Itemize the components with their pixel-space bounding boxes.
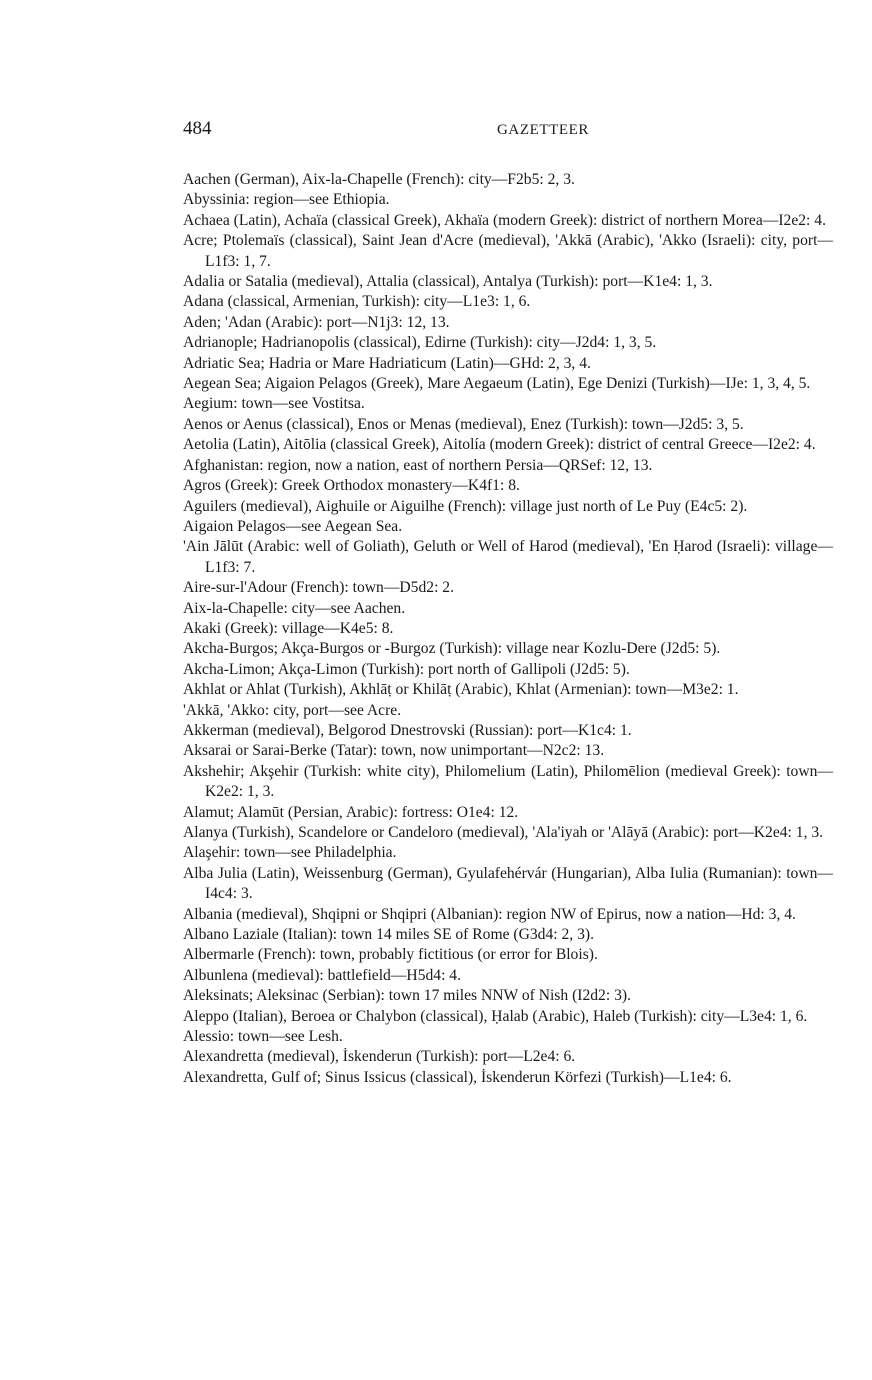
entry-akshehir: Akshehir; Akşehir (Turkish: white city), Philomelium (Latin), Philomēlion (medieval Greek): town—K2e2: 1, 3. — [183, 762, 833, 801]
entry-aetolia: Aetolia (Latin), Aitōlia (classical Greek), Aitolía (modern Greek): district of central Greece—I2e2: 4. — [183, 436, 816, 454]
entry-aigaion-pelagos: Aigaion Pelagos—see Aegean Sea. — [183, 517, 403, 535]
entry-alasehir: Alaşehir: town—see Philadelphia. — [183, 844, 397, 862]
entry-adrianople: Adrianople; Hadrianopolis (classical), Edirne (Turkish): city—J2d4: 1, 3, 5. — [183, 334, 657, 352]
entry-abyssinia: Abyssinia: region—see Ethiopia. — [183, 191, 390, 209]
entry-acre: Acre; Ptolemaïs (classical), Saint Jean d'Acre (medieval), 'Akkā (Arabic), 'Akko (Israeli): city, port—L1f3: 1, 7. — [183, 232, 833, 270]
entry-akhlat: Akhlat or Ahlat (Turkish), Akhlāṭ or Khilāṭ (Arabic), Khlat (Armenian): town—M3e2: 1. — [183, 681, 739, 699]
entry-aleppo: Aleppo (Italian), Beroea or Chalybon (classical), Ḥalab (Arabic), Haleb (Turkish): city—L3e4: 1, 6. — [183, 1007, 808, 1025]
page-header — [183, 116, 833, 142]
entry-alamut: Alamut; Alamūt (Persian, Arabic): fortress: O1e4: 12. — [183, 803, 519, 821]
entry-alba-julia: Alba Julia (Latin), Weissenburg (German), Gyulafehérvár (Hungarian), Alba Iulia (Rumanian): town—I4c4: 3. — [183, 864, 833, 903]
entry-alexandretta-gulf: Alexandretta, Gulf of; Sinus Issicus (classical), İskenderun Körfezi (Turkish)—L1e4: 6. — [183, 1068, 732, 1086]
entry-akaki: Akaki (Greek): village—K4e5: 8. — [183, 619, 394, 637]
entry-alanya: Alanya (Turkish), Scandelore or Candeloro (medieval), 'Ala'iyah or 'Alāyā (Arabic): port—K2e4: 1, 3. — [183, 824, 824, 841]
entry-afghanistan: Afghanistan: region, now a nation, east of northern Persia—QRSef: 12, 13. — [183, 456, 653, 474]
entry-aegean-sea: Aegean Sea; Aigaion Pelagos (Greek), Mare Aegaeum (Latin), Ege Denizi (Turkish)—IJe: 1, 3, 4, 5. — [183, 375, 811, 393]
entry-akcha-burgos: Akcha-Burgos; Akça-Burgos or -Burgoz (Turkish): village near Kozlu-Dere (J2d5: 5). — [183, 640, 721, 658]
entry-aire-sur-ladour: Aire-sur-l'Adour (French): town—D5d2: 2. — [183, 579, 455, 597]
entry-agros: Agros (Greek): Greek Orthodox monastery—K4f1: 8. — [183, 477, 520, 495]
entry-albania: Albania (medieval), Shqipni or Shqipri (Albanian): region NW of Epirus, now a nation—Hd: 3, 4. — [183, 905, 796, 923]
entry-adriatic-sea: Adriatic Sea; Hadria or Mare Hadriaticum (Latin)—GHd: 2, 3, 4. — [183, 354, 591, 372]
entry-aguilers: Aguilers (medieval), Aighuile or Aiguilhe (French): village just north of Le Puy (E4c5: 2). — [183, 497, 748, 515]
entry-akka: 'Akkā, 'Akko: city, port—see Acre. — [183, 701, 402, 719]
page-number: 484 — [183, 118, 212, 139]
running-title: GAZETTEER — [496, 122, 590, 138]
entry-alessio: Alessio: town—see Lesh. — [183, 1028, 343, 1046]
entry-albano-laziale: Albano Laziale (Italian): town 14 miles SE of Rome (G3d4: 2, 3). — [183, 926, 594, 944]
entry-aegium: Aegium: town—see Vostitsa. — [183, 395, 365, 413]
gazetteer-entries — [183, 170, 833, 1088]
entry-ain-jalut: 'Ain Jālūt (Arabic: well of Goliath), Geluth or Well of Harod (medieval), 'En Ḥarod (Israeli): village—L1f3: 7. — [183, 538, 833, 576]
entry-adalia: Adalia or Satalia (medieval), Attalia (classical), Antalya (Turkish): port—K1e4: 1, 3. — [183, 273, 713, 291]
entry-akcha-limon: Akcha-Limon; Akça-Limon (Turkish): port north of Gallipoli (J2d5: 5). — [183, 660, 630, 678]
entry-alexandretta: Alexandretta (medieval), İskenderun (Turkish): port—L2e4: 6. — [183, 1048, 576, 1066]
entry-akkerman: Akkerman (medieval), Belgorod Dnestrovski (Russian): port—K1c4: 1. — [183, 721, 632, 739]
entry-aenos: Aenos or Aenus (classical), Enos or Menas (medieval), Enez (Turkish): town—J2d5: 3, 5. — [183, 415, 744, 433]
entry-adana: Adana (classical, Armenian, Turkish): city—L1e3: 1, 6. — [183, 293, 531, 311]
entry-aix-la-chapelle: Aix-la-Chapelle: city—see Aachen. — [183, 599, 406, 617]
entry-aksarai: Aksarai or Sarai-Berke (Tatar): town, now unimportant—N2c2: 13. — [183, 742, 605, 760]
entry-albunlena: Albunlena (medieval): battlefield—H5d4: 4. — [183, 966, 462, 984]
entry-albermarle: Albermarle (French): town, probably fictitious (or error for Blois). — [183, 946, 598, 964]
entry-achaea: Achaea (Latin), Achaïa (classical Greek), Akhaïa (modern Greek): district of northern Morea—I2e2: 4. — [183, 211, 826, 229]
entry-aachen: Aachen (German), Aix-la-Chapelle (French): city—F2b5: 2, 3. — [183, 171, 575, 188]
entry-aden: Aden; 'Adan (Arabic): port—N1j3: 12, 13. — [183, 313, 450, 331]
entry-aleksinats: Aleksinats; Aleksinac (Serbian): town 17 miles NNW of Nish (I2d2: 3). — [183, 987, 631, 1005]
